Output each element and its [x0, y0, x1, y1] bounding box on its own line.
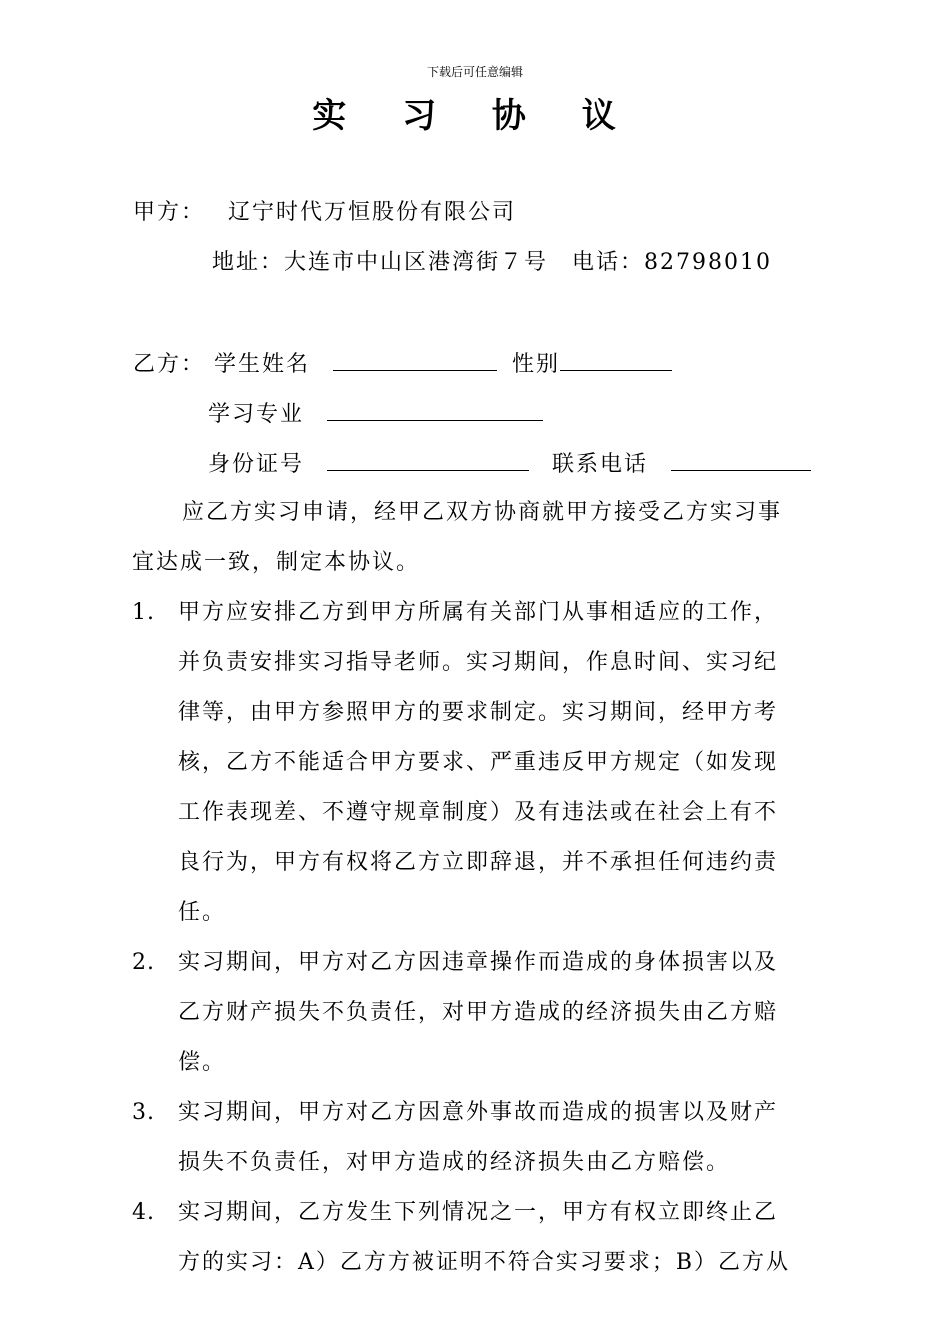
party-a-address: 地址：大连市中山区港湾街７号 电话：82798010: [212, 250, 772, 275]
major-line: [208, 398, 549, 430]
clause-1-line: 任。: [178, 900, 227, 925]
clause-1-line: 并负责安排实习指导老师。实习期间，作息时间、实习纪: [178, 650, 779, 675]
header-note: 下载后可任意编辑: [426, 65, 523, 79]
clause-4-line: 实习期间，乙方发生下列情况之一，甲方有权立即终止乙: [178, 1200, 779, 1225]
major-label: 学习专业: [208, 402, 305, 427]
id-number-label: 身份证号: [208, 452, 305, 477]
clause-3-line: 损失不负责任，对甲方造成的经济损失由乙方赔偿。: [178, 1150, 731, 1175]
clause-1-line: 良行为，甲方有权将乙方立即辞退，并不承担任何违约责: [178, 850, 779, 875]
clause-4-line: 方的实习：A）乙方方被证明不符合实习要求；B）乙方从: [178, 1250, 791, 1275]
clause-1-line: 工作表现差、不遵守规章制度）及有违法或在社会上有不: [178, 800, 779, 825]
student-name-label: 学生姓名: [214, 352, 311, 377]
clause-1-line: 核，乙方不能适合甲方要求、严重违反甲方规定（如发现: [178, 750, 779, 775]
clause-2-line: 实习期间，甲方对乙方因违章操作而造成的身体损害以及: [178, 950, 779, 975]
clause-1-line: 甲方应安排乙方到甲方所属有关部门从事相适应的工作，: [178, 600, 779, 625]
clause-2-line: 偿。: [178, 1050, 227, 1075]
student-name-field[interactable]: [333, 348, 497, 371]
document-title: 实 习 协 议: [312, 96, 638, 136]
party-a-line: [133, 198, 516, 228]
gender-field[interactable]: [560, 348, 672, 371]
id-number-field[interactable]: [327, 448, 529, 471]
intro-line-1: 应乙方实习申请，经甲乙双方协商就甲方接受乙方实习事: [182, 500, 783, 525]
id-line: [208, 448, 817, 480]
clause-number: 1.: [132, 600, 155, 625]
party-a-name: 辽宁时代万恒股份有限公司: [228, 200, 517, 225]
intro-line-2: 宜达成一致，制定本协议。: [132, 550, 421, 575]
gender-label: 性别: [512, 352, 561, 377]
clause-number: 3.: [132, 1100, 155, 1125]
party-a-label: 甲方：: [133, 200, 206, 225]
phone-label: 联系电话: [552, 452, 649, 477]
clause-number: 4.: [132, 1200, 155, 1225]
clause-3-line: 实习期间，甲方对乙方因意外事故而造成的损害以及财产: [178, 1100, 779, 1125]
party-b-label: 乙方：: [133, 352, 206, 377]
major-field[interactable]: [327, 398, 543, 421]
phone-field[interactable]: [671, 448, 811, 471]
clause-1-line: 律等，由甲方参照甲方的要求制定。实习期间，经甲方考: [178, 700, 779, 725]
party-b-line: [133, 348, 678, 380]
clause-number: 2.: [132, 950, 155, 975]
clause-2-line: 乙方财产损失不负责任，对甲方造成的经济损失由乙方赔: [178, 1000, 779, 1025]
